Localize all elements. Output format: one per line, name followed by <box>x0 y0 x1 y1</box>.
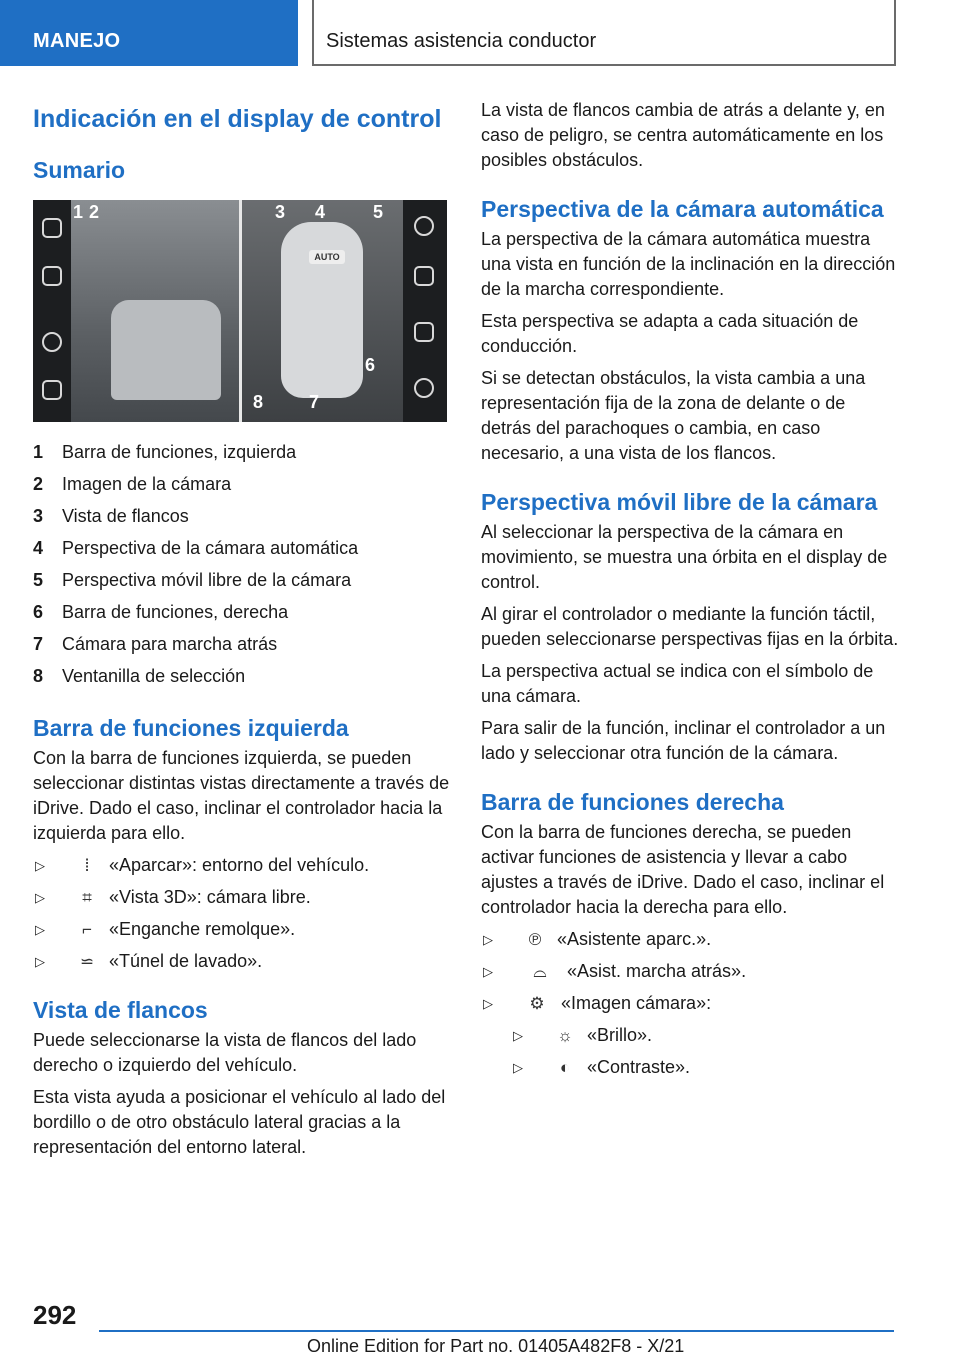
legend-item: 8 Ventanilla de selección <box>33 666 246 686</box>
list-item: ▷ ⚙ «Imagen cámara»: <box>481 991 899 1016</box>
bullet-triangle-icon: ▷ <box>483 932 493 947</box>
imagen-camara-sublist <box>481 1023 899 1080</box>
camera-settings-icon: ⚙ <box>529 993 545 1013</box>
figure-number-2: 2 <box>89 202 100 222</box>
barra-izquierda-text: Con la barra de funciones izquierda, se pueden seleccionar distintas vistas directamente a través de iDrive. Dado el caso, inclinar el controlador hacia la izquierda para ello. <box>33 748 450 843</box>
legend-item: 6 Barra de funciones, derecha <box>33 602 289 622</box>
barra-derecha-list <box>481 927 899 1016</box>
page-number: 292 <box>33 1300 77 1330</box>
car-wash-icon: ⋍ <box>79 951 95 971</box>
legend-item: 2 Imagen de la cámara <box>33 474 232 494</box>
figure-number-7: 7 <box>309 392 320 412</box>
camara-libre-p3: La perspectiva actual se indica con el símbolo de una cámara. <box>481 661 874 706</box>
trailer-hitch-icon: ⌐ <box>82 919 92 939</box>
bullet-triangle-icon: ▷ <box>513 1028 523 1043</box>
legend-item: 3 Vista de flancos <box>33 506 189 526</box>
figure-number-3: 3 <box>275 202 286 222</box>
list-item: ▷ ⌗ «Vista 3D»: cámara libre. <box>33 885 451 910</box>
camara-automatica-heading: Perspectiva de la cámara automática <box>481 196 884 222</box>
car-wash-icon <box>42 218 62 238</box>
page-title: Indicación en el display de control <box>33 105 442 133</box>
figure-legend <box>33 436 451 692</box>
car-top-view <box>281 222 363 398</box>
left-column <box>33 104 451 1167</box>
list-item: ▷ ☼ «Brillo». <box>481 1023 899 1048</box>
camera-display-figure <box>33 200 447 422</box>
header-section-label: MANEJO <box>33 30 121 52</box>
header-chapter-tab <box>312 0 896 66</box>
camara-automatica-p1: La perspectiva de la cámara automática muestra una vista en función de la inclinación en la dirección de la marcha correspondiente. <box>481 229 896 299</box>
figure-number-1: 1 <box>73 202 84 222</box>
figure-number-4: 4 <box>315 202 326 222</box>
legend-item: 5 Perspectiva móvil libre de la cámara <box>33 570 352 590</box>
camara-libre-p2: Al girar el controlador o mediante la función táctil, pueden seleccionarse perspectivas fijas en la órbita. <box>481 604 899 649</box>
vista-flancos-p1: Puede seleccionarse la vista de flancos del lado derecho o izquierdo del vehículo. <box>33 1030 417 1075</box>
vista-flancos-p2: Esta vista ayuda a posicionar el vehículo al lado del bordillo o de otro obstáculo lateral gracias a la representación del entorno lateral. <box>33 1087 446 1157</box>
figure-number-8: 8 <box>253 392 264 412</box>
parking-sensor-icon <box>42 266 62 286</box>
sumario-heading: Sumario <box>33 157 126 183</box>
camera-settings-icon <box>414 322 434 342</box>
list-item: ▷ ⋍ «Túnel de lavado». <box>33 949 451 974</box>
brightness-icon: ☼ <box>557 1025 573 1045</box>
trailer-hitch-icon <box>42 380 62 400</box>
figure-number-5: 5 <box>373 202 384 222</box>
3d-view-icon <box>42 332 62 352</box>
camara-automatica-p2: Esta perspectiva se adapta a cada situación de conducción. <box>481 311 859 356</box>
camara-libre-p1: Al seleccionar la perspectiva de la cámara en movimiento, se muestra una órbita en el display de control. <box>481 522 888 592</box>
parking-assistant-icon <box>414 216 434 236</box>
list-item: ▷ ⦙ «Aparcar»: entorno del vehículo. <box>33 853 451 878</box>
figure-number-6: 6 <box>365 355 376 375</box>
legend-item: 4 Perspectiva de la cámara automática <box>33 538 359 558</box>
bullet-triangle-icon: ▷ <box>483 964 493 979</box>
parking-sensor-icon: ⦙ <box>85 855 89 875</box>
legend-item: 1 Barra de funciones, izquierda <box>33 442 297 462</box>
bullet-triangle-icon: ▷ <box>35 954 45 969</box>
auto-badge: AUTO <box>309 250 345 264</box>
reverse-assistant-icon: ⌓ <box>533 961 547 981</box>
header-section-tab <box>0 0 298 66</box>
list-item: ▷ ◐ «Contraste». <box>481 1055 899 1080</box>
bullet-triangle-icon: ▷ <box>483 996 493 1011</box>
footer-edition: Online Edition for Part no. 01405A482F8 - X/21 <box>307 1336 685 1356</box>
barra-izquierda-list <box>33 853 451 974</box>
camara-automatica-p3: Si se detectan obstáculos, la vista cambia a una representación fija de la zona de delante o de detrás del parachoques o cambia, en caso necesario, a una vista de los flancos. <box>481 368 866 463</box>
camara-libre-p4: Para salir de la función, inclinar el controlador a un lado y seleccionar otra función de la cámara. <box>481 718 886 763</box>
vista-flancos-heading: Vista de flancos <box>33 997 208 1023</box>
list-item: ▷ ⌓ «Asist. marcha atrás». <box>481 959 899 984</box>
barra-izquierda-heading: Barra de funciones izquierda <box>33 715 349 741</box>
parking-assistant-icon: ℗ <box>528 929 542 949</box>
bullet-triangle-icon: ▷ <box>35 858 45 873</box>
barra-derecha-heading: Barra de funciones derecha <box>481 789 784 815</box>
settings-gear-icon <box>414 378 434 398</box>
bullet-triangle-icon: ▷ <box>513 1060 523 1075</box>
list-item: ▷ ⌐ «Enganche remolque». <box>33 917 451 942</box>
bullet-triangle-icon: ▷ <box>35 922 45 937</box>
right-column <box>481 98 899 1087</box>
3d-view-icon: ⌗ <box>82 887 92 907</box>
car-rear-view <box>111 300 221 400</box>
header-chapter-label: Sistemas asistencia conductor <box>326 30 597 52</box>
reverse-assistant-icon <box>414 266 434 286</box>
contrast-icon: ◐ <box>559 1057 571 1077</box>
flancos-intro: La vista de flancos cambia de atrás a delante y, en caso de peligro, se centra automáticamente en los posibles obstáculos. <box>481 100 885 170</box>
barra-derecha-text: Con la barra de funciones derecha, se pueden activar funciones de asistencia y llevar a cabo ajustes a través de iDrive. Dado el caso, inclinar el controlador hacia la derecha para ello. <box>481 822 885 917</box>
footer-divider <box>99 1330 894 1332</box>
list-item: ▷ ℗ «Asistente aparc.». <box>481 927 899 952</box>
legend-item: 7 Cámara para marcha atrás <box>33 634 278 654</box>
bullet-triangle-icon: ▷ <box>35 890 45 905</box>
camara-libre-heading: Perspectiva móvil libre de la cámara <box>481 489 878 515</box>
